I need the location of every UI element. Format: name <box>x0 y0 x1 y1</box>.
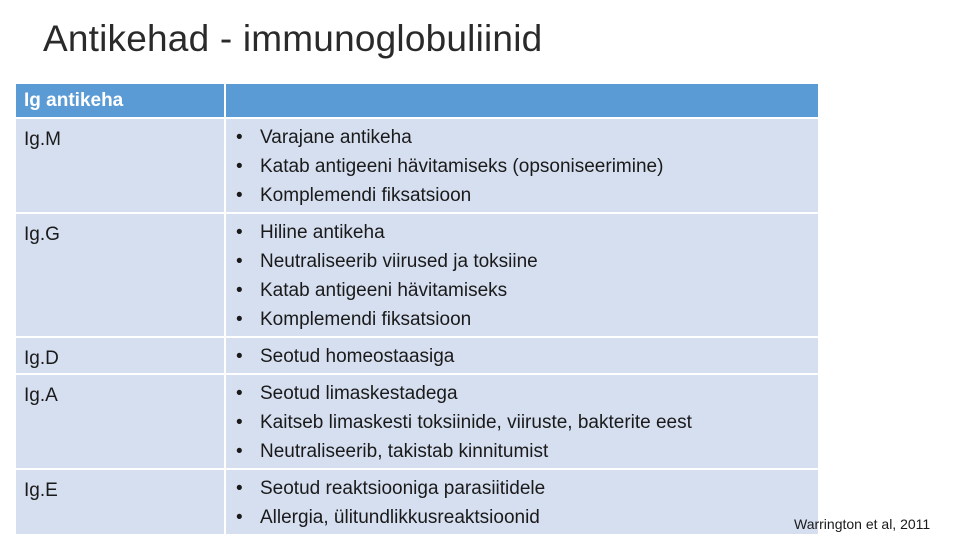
antibody-properties <box>226 375 818 470</box>
antibody-name: Ig.M <box>16 119 226 214</box>
citation: Warrington et al, 2011 <box>794 516 931 532</box>
property-list <box>236 218 818 334</box>
property-list <box>236 379 818 466</box>
list-item: • Seotud homeostaasiga <box>236 342 818 371</box>
list-item: • Komplemendi fiksatsioon <box>236 181 818 210</box>
table-row-igm <box>16 119 818 214</box>
list-item: • Seotud reaktsiooniga parasiitidele <box>236 474 818 503</box>
list-item: • Allergia, ülitundlikkusreaktsioonid <box>236 503 818 532</box>
list-item: • Neutraliseerib, takistab kinnitumist <box>236 437 818 466</box>
table-row-ige <box>16 470 818 534</box>
immunoglobulin-table <box>16 84 818 534</box>
list-item: • Varajane antikeha <box>236 123 818 152</box>
antibody-properties <box>226 214 818 338</box>
list-item: • Neutraliseerib viirused ja toksiine <box>236 247 818 276</box>
property-list <box>236 342 818 371</box>
list-item: • Kaitseb limaskesti toksiinide, viiruste, bakterite eest <box>236 408 818 437</box>
list-item: • Katab antigeeni hävitamiseks (opsoniseerimine) <box>236 152 818 181</box>
table-row-igd <box>16 338 818 375</box>
list-item: • Hiline antikeha <box>236 218 818 247</box>
table-row-igg <box>16 214 818 338</box>
slide-title: Antikehad - immunoglobuliinid <box>43 18 543 59</box>
header-cell-description <box>226 84 818 119</box>
property-list <box>236 123 818 210</box>
antibody-properties <box>226 338 818 375</box>
list-item: • Seotud limaskestadega <box>236 379 818 408</box>
list-item: • Katab antigeeni hävitamiseks <box>236 276 818 305</box>
antibody-name: Ig.E <box>16 470 226 534</box>
antibody-properties <box>226 119 818 214</box>
antibody-name: Ig.A <box>16 375 226 470</box>
list-item: • Komplemendi fiksatsioon <box>236 305 818 334</box>
header-cell-antibody: Ig antikeha <box>16 84 226 119</box>
antibody-properties <box>226 470 818 534</box>
antibody-name: Ig.G <box>16 214 226 338</box>
property-list <box>236 474 818 532</box>
table-header-row <box>16 84 818 119</box>
antibody-name: Ig.D <box>16 338 226 375</box>
table-row-iga <box>16 375 818 470</box>
